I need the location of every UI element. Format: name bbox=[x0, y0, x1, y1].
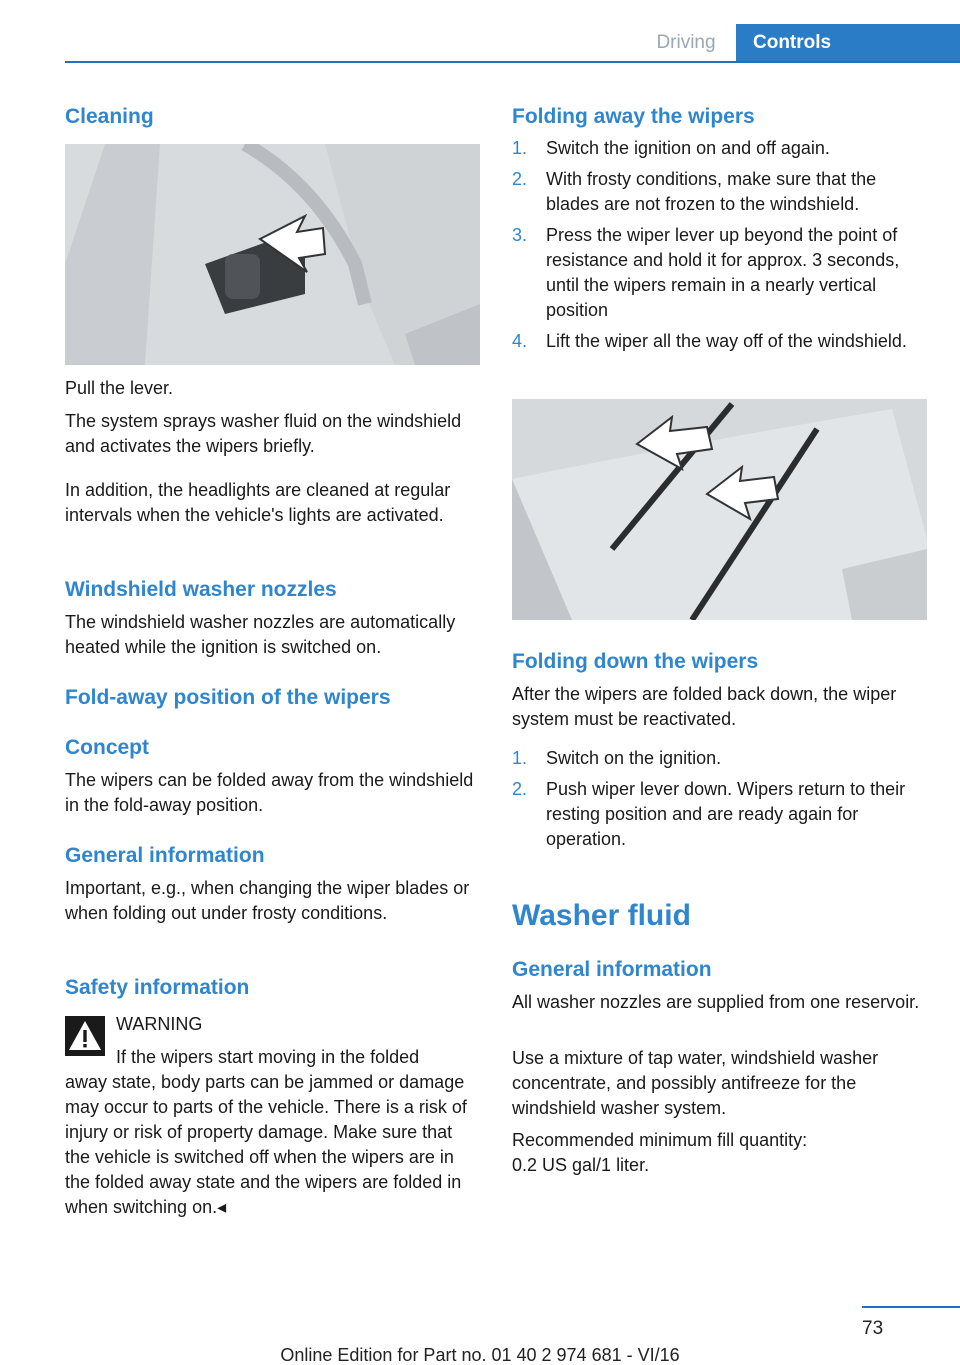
cleaning-paragraph-1: Pull the lever. bbox=[65, 378, 174, 398]
folding-away-step bbox=[512, 329, 927, 354]
concept-paragraph: The wipers can be folded away from the windshield in the fold-away position. bbox=[65, 770, 474, 815]
folding-away-step bbox=[512, 223, 927, 323]
folding-away-step bbox=[512, 136, 927, 161]
wiper-lever-figure bbox=[65, 144, 480, 365]
washer-paragraph-2: Use a mixture of tap water, windshield washer concentrate, and possibly antifreeze for the windshield washer system. bbox=[512, 1048, 879, 1118]
washer-fluid-heading: Washer fluid bbox=[512, 899, 691, 932]
footer-rule bbox=[862, 1306, 960, 1308]
folding-down-steps bbox=[512, 746, 927, 858]
folding-away-steps bbox=[512, 136, 927, 360]
general-info-heading: General information bbox=[65, 844, 265, 867]
washer-general-heading: General information bbox=[512, 958, 712, 981]
folding-away-heading: Folding away the wipers bbox=[512, 105, 755, 128]
cleaning-heading: Cleaning bbox=[65, 105, 154, 128]
page-number: 73 bbox=[862, 1318, 884, 1339]
tab-controls[interactable]: Controls bbox=[736, 24, 960, 61]
edition-footer: Online Edition for Part no. 01 40 2 974 681 - VI/16 bbox=[280, 1345, 680, 1365]
concept-heading: Concept bbox=[65, 736, 149, 759]
cleaning-paragraph-2: The system sprays washer fluid on the windshield and activates the wipers briefly. bbox=[65, 411, 462, 456]
folding-down-heading: Folding down the wipers bbox=[512, 650, 759, 673]
step-number: 2. bbox=[512, 169, 528, 189]
step-number: 1. bbox=[512, 138, 528, 158]
nozzles-heading: Windshield washer nozzles bbox=[65, 578, 337, 601]
step-text: Switch on the ignition. bbox=[546, 748, 722, 768]
foldaway-heading: Fold-away position of the wipers bbox=[65, 686, 391, 709]
tab-driving[interactable]: Driving bbox=[656, 32, 716, 53]
step-text: Switch the ignition on and off again. bbox=[546, 138, 830, 158]
folding-down-step bbox=[512, 746, 927, 771]
folding-away-step bbox=[512, 167, 927, 217]
general-info-paragraph: Important, e.g., when changing the wiper blades or when folding out under frosty conditions. bbox=[65, 878, 470, 923]
warning-icon bbox=[65, 1016, 105, 1056]
step-number: 2. bbox=[512, 779, 528, 799]
folded-wipers-figure bbox=[512, 399, 927, 620]
safety-heading: Safety information bbox=[65, 976, 250, 999]
cleaning-paragraph-3: In addition, the headlights are cleaned at regular intervals when the vehicle's lights are activated. bbox=[65, 480, 451, 525]
warning-paragraph-2: away state, body parts can be jammed or damage may occur to parts of the vehicle. There is a risk of injury or risk of property damage. Make sure that the vehicle is switched off when the wipers are in the folded away state and the wipers are folded in when switching on.◂ bbox=[65, 1072, 467, 1217]
step-number: 4. bbox=[512, 331, 528, 351]
folded-wipers-illustration bbox=[512, 399, 927, 620]
step-number: 3. bbox=[512, 225, 528, 245]
header-rule bbox=[65, 61, 960, 63]
wiper-lever-illustration bbox=[65, 144, 480, 365]
step-text: Push wiper lever down. Wipers return to their resting position and are ready again for operation. bbox=[546, 779, 906, 849]
warning-paragraph-1: If the wipers start moving in the folded bbox=[116, 1047, 420, 1067]
washer-paragraph-3: Recommended minimum fill quantity: bbox=[512, 1130, 808, 1150]
folding-down-paragraph: After the wipers are folded back down, the wiper system must be reactivated. bbox=[512, 684, 897, 729]
nozzles-paragraph: The windshield washer nozzles are automatically heated while the ignition is switched on. bbox=[65, 612, 456, 657]
step-text: With frosty conditions, make sure that the blades are not frozen to the windshield. bbox=[546, 169, 877, 214]
washer-paragraph-1: All washer nozzles are supplied from one reservoir. bbox=[512, 992, 920, 1012]
step-text: Press the wiper lever up beyond the point of resistance and hold it for approx. 3 seconds, until the wipers remain in a nearly vertical position bbox=[546, 225, 900, 320]
folding-down-step bbox=[512, 777, 927, 852]
washer-paragraph-4: 0.2 US gal/1 liter. bbox=[512, 1155, 650, 1175]
step-number: 1. bbox=[512, 748, 528, 768]
warning-title: WARNING bbox=[116, 1014, 203, 1034]
step-text: Lift the wiper all the way off of the windshield. bbox=[546, 331, 907, 351]
